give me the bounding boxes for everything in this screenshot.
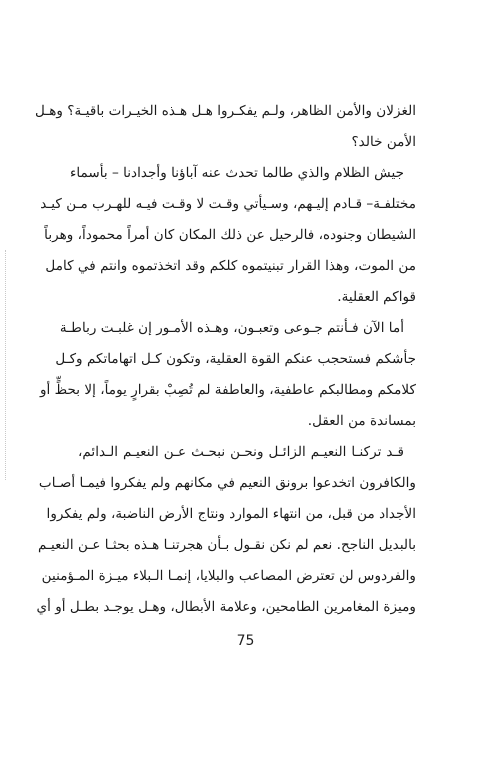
text-line: قواكم العقلية. (337, 289, 416, 305)
text-line: قـد تركنـا النعيـم الزائـل ونحـن نبحـث عـن النعيـم الـدائم، (78, 444, 404, 460)
paragraph-2 (40, 158, 416, 313)
text-line: من الموت، وهذا القرار تبنيتموه كلكم وقد اتخذتموه وانتم في كامل (45, 258, 416, 274)
text-line: الغزلان والأمن الظاهر، ولـم يفكـروا هـل هـذه الخيـرات باقيـة؟ وهـل (34, 103, 416, 119)
text-line: جيش الظلام والذي طالما تحدث عنه آباؤنا وأجدادنا – بأسماء (69, 165, 404, 181)
text-line: وميزة المغامرين الطامحين، وعلامة الأبطال، وهـل يوجـد بطـل أو أي (36, 599, 416, 615)
paragraph-4 (36, 437, 416, 623)
text-line: أما الآن فـأنتم جـوعى وتعبـون، وهـذه الأمـور إن غلبـت رباطـة (59, 320, 404, 336)
text-line: بالبديل الناجح. نعم لم نكن نقـول بـأن هجرتنـا هـذه بحثـا عـن النعيـم (37, 537, 416, 553)
text-line: والفردوس لن تعترض المصاعب والبلايا، إنمـا الـبلاء ميـزة المـؤمنين (41, 568, 416, 584)
text-line: كلامكم ومطالبكم عاطفية، والعاطفة لم تُصِبْ بقرارٍ يوماً، إلا بحظٍّ أو (39, 382, 416, 398)
text-line: الأمن خالد؟ (351, 134, 416, 150)
text-line: والكافرون اتخدعوا برونق النعيم في مكانهم ولم يفكروا فيمـا أصـاب (38, 475, 416, 491)
page-number: 75 (236, 633, 255, 649)
paragraph-3 (39, 313, 416, 437)
text-line: مختلفـة– قـادم إليـهم، وسـيأتي وقـت لا وقـت فيـه للهـرب مـن كيـد (40, 196, 416, 212)
text-line: الأجداد من قبل، من انتهاء الموارد ونتاج الأرض الناضبة، ولم يفكروا (46, 506, 416, 522)
text-line: الشيطان وجنوده، فالرحيل عن ذلك المكان كان أمراً محموداً، وهرباً (44, 227, 416, 243)
text-line: بمساندة من العقل. (307, 413, 416, 429)
scan-margin-mark (5, 250, 8, 480)
text-line: جأشكم فستحجب عنكم القوة العقلية، وتكون كـل اتهاماتكم وكـل (55, 351, 416, 367)
paragraph-1 (34, 96, 416, 158)
